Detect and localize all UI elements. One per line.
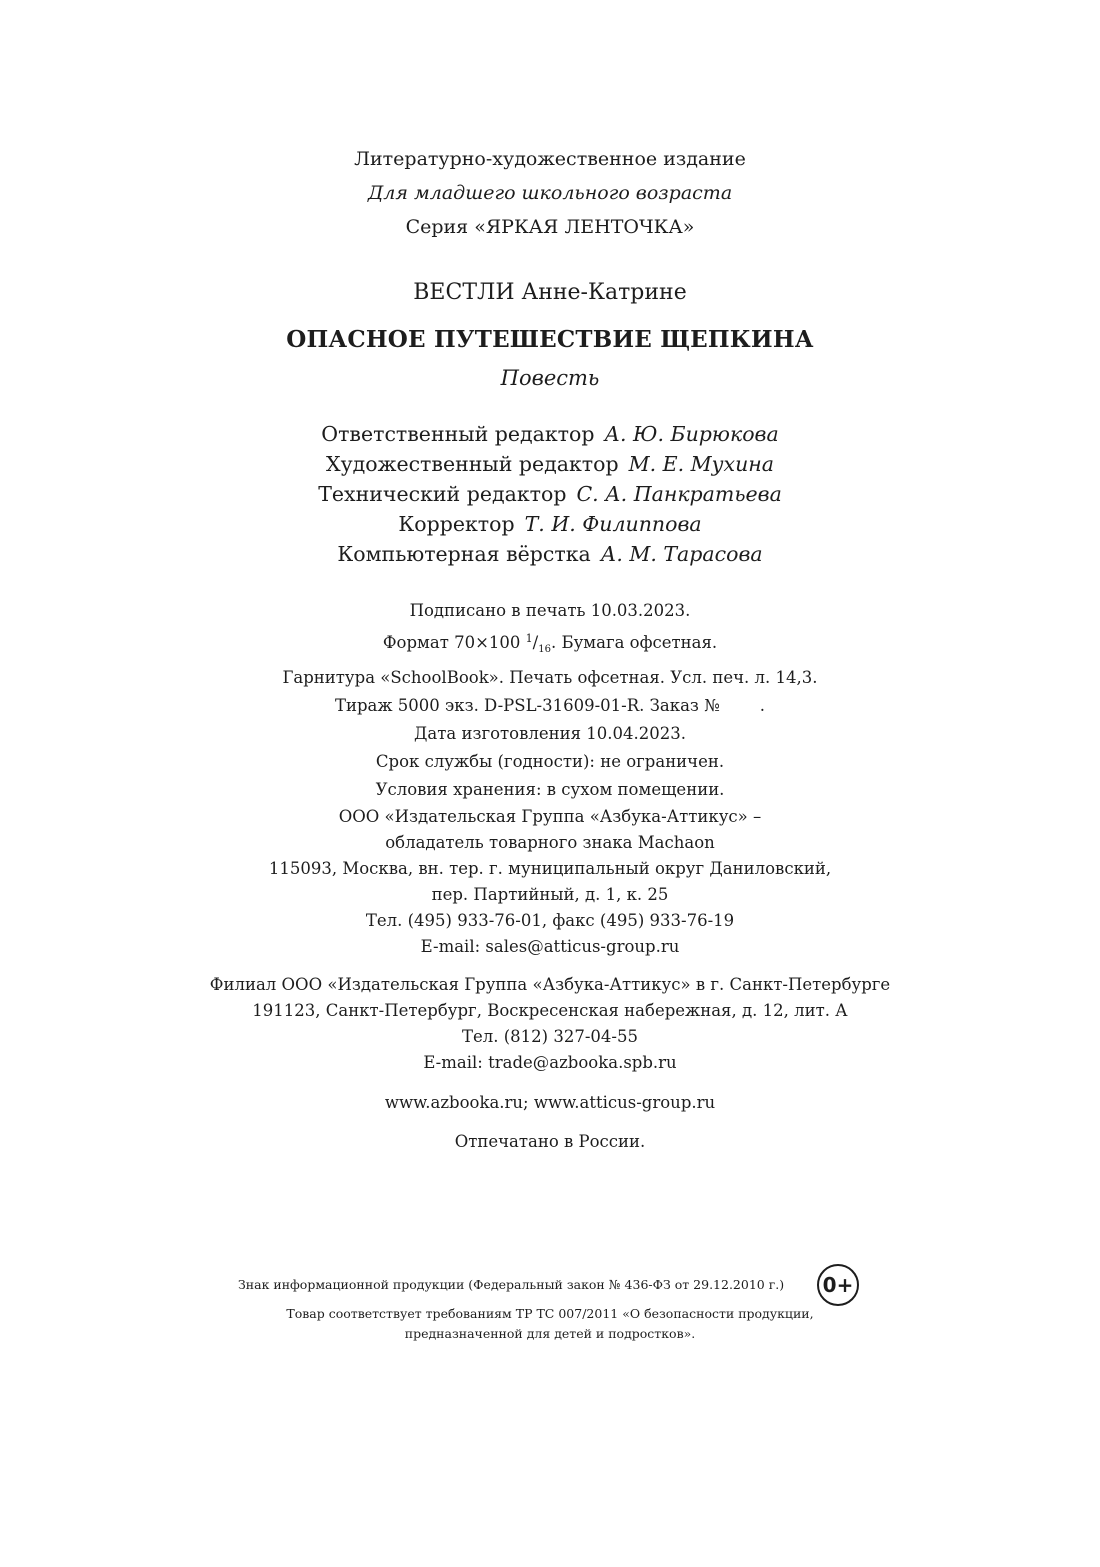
editor-role: Компьютерная вёрстка: [337, 542, 591, 566]
branch-line: Филиал ООО «Издательская Группа «Азбука-Аттикус» в г. Санкт-Петербурге: [209, 975, 891, 994]
editor-line: [0, 449, 1100, 479]
publisher-line: пер. Партийный, д. 1, к. 25: [431, 885, 669, 904]
format-denominator: 16: [538, 644, 551, 655]
format-line: [0, 625, 1100, 664]
editor-name: С. А. Панкратьева: [576, 482, 782, 506]
run-end: .: [759, 696, 766, 715]
shelf-life: Срок службы (годности): не ограничен.: [375, 752, 725, 771]
publisher-line: ООО «Издательская Группа «Азбука-Аттикус» –: [338, 807, 762, 826]
compliance-line: предназначенной для детей и подростков».: [404, 1326, 696, 1341]
compliance-line: Товар соответствует требованиям ТР ТС 007/2011 «О безопасности продукции,: [286, 1306, 814, 1321]
editor-name: А. М. Тарасова: [600, 542, 763, 566]
format-suffix: . Бумага офсетная.: [550, 633, 718, 652]
editor-line: [0, 419, 1100, 449]
book-genre: Повесть: [500, 366, 600, 390]
publisher-line: 115093, Москва, вн. тер. г. муниципальный округ Даниловский,: [268, 859, 832, 878]
edition-header: [0, 142, 1100, 244]
editor-line: [0, 509, 1100, 539]
branch-email: E-mail: trade@azbooka.spb.ru: [423, 1053, 677, 1072]
format-fraction: $^1/_{16}$: [525, 632, 551, 655]
typeface-line: Гарнитура «SchoolBook». Печать офсетная. Усл. печ. л. 14,3.: [282, 668, 818, 687]
format-prefix: Формат 70×100: [382, 633, 521, 652]
print-details: [0, 597, 1100, 804]
editor-line: [0, 539, 1100, 569]
editor-role: Корректор: [398, 512, 515, 536]
edition-type: Литературно-художественное издание: [354, 148, 746, 170]
editor-name: Т. И. Филиппова: [524, 512, 702, 536]
editor-role: Ответственный редактор: [321, 422, 595, 446]
editor-line: [0, 479, 1100, 509]
series-name: Серия «ЯРКАЯ ЛЕНТОЧКА»: [405, 216, 695, 238]
branch-line: 191123, Санкт-Петербург, Воскресенская набережная, д. 12, лит. А: [252, 1001, 848, 1020]
storage-conditions: Условия хранения: в сухом помещении.: [375, 780, 725, 799]
manufactured-date: Дата изготовления 10.04.2023.: [413, 724, 686, 743]
age-rating-badge: 0+: [817, 1264, 859, 1306]
legal-footer: [0, 1270, 1100, 1344]
book-title: ОПАСНОЕ ПУТЕШЕСТВИЕ ЩЕПКИНА: [286, 326, 814, 353]
printed-in: Отпечатано в России.: [454, 1132, 646, 1151]
publisher-block: [0, 804, 1100, 960]
format-numerator: 1: [525, 632, 533, 645]
signed-date: Подписано в печать 10.03.2023.: [409, 601, 691, 620]
publisher-email: E-mail: sales@atticus-group.ru: [420, 937, 680, 956]
publisher-line: обладатель товарного знака Machaon: [385, 833, 715, 852]
editor-name: А. Ю. Бирюкова: [604, 422, 779, 446]
websites: www.azbooka.ru; www.atticus-group.ru: [384, 1093, 716, 1112]
editor-role: Технический редактор: [318, 482, 567, 506]
age-group: Для младшего школьного возраста: [367, 182, 733, 204]
editor-name: М. Е. Мухина: [628, 452, 775, 476]
run-text: Тираж 5000 экз. D-PSL-31609-01-R. Заказ №: [334, 696, 720, 715]
branch-line: Тел. (812) 327-04-55: [462, 1027, 638, 1046]
run-line: [0, 692, 1100, 720]
info-sign-text: Знак информационной продукции (Федеральный закон № 436-ФЗ от 29.12.2010 г.): [238, 1277, 785, 1292]
branch-block: [0, 972, 1100, 1076]
compliance-text: [0, 1304, 1100, 1344]
info-sign-row: [0, 1270, 1100, 1300]
publisher-line: Тел. (495) 933-76-01, факс (495) 933-76-19: [365, 911, 735, 930]
editor-role: Художественный редактор: [325, 452, 619, 476]
editors-list: [0, 419, 1100, 569]
book-author: ВЕСТЛИ Анне-Катрине: [413, 280, 687, 305]
